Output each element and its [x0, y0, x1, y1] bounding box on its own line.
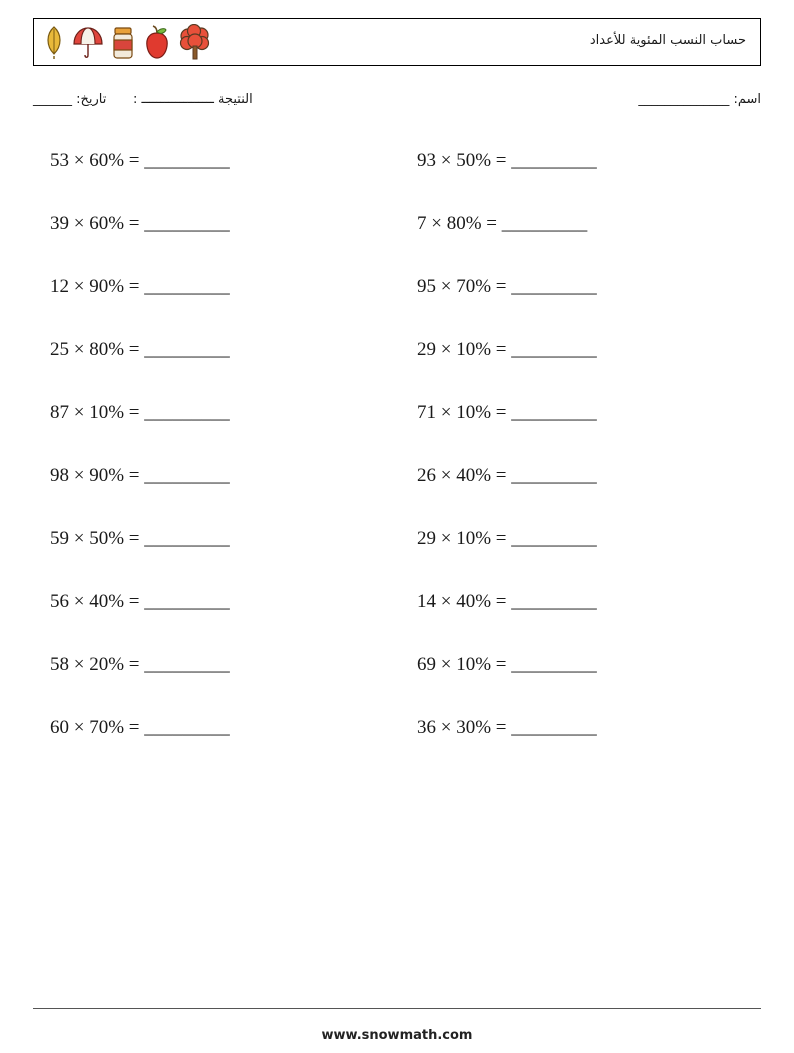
problem-item[interactable]: 29 × 10% = _________ [417, 339, 597, 360]
footer-divider [33, 1008, 761, 1009]
jam-jar-icon [110, 24, 136, 62]
problem-item[interactable]: 39 × 60% = _________ [50, 213, 230, 234]
leaf-icon [42, 24, 66, 62]
problem-row [33, 707, 761, 770]
tree-icon [178, 24, 212, 62]
problem-item[interactable]: 26 × 40% = _________ [417, 465, 597, 486]
problem-item[interactable]: 14 × 40% = _________ [417, 591, 597, 612]
problem-row [33, 581, 761, 644]
problem-grid [33, 140, 761, 770]
problem-item[interactable]: 71 × 10% = _________ [417, 402, 597, 423]
name-field-label[interactable]: اسم: ______________ [638, 92, 761, 107]
problem-item[interactable]: 58 × 20% = _________ [50, 654, 230, 675]
problem-item[interactable]: 95 × 70% = _________ [417, 276, 597, 297]
problem-row [33, 644, 761, 707]
score-field-label[interactable]: النتيجة ـــــــــــــــــــ : [133, 92, 253, 107]
header-box [33, 18, 761, 66]
date-field-label[interactable]: تاريخ: ______ [33, 92, 107, 107]
footer-site-label: www.snowmath.com [321, 1028, 473, 1043]
problem-row [33, 266, 761, 329]
problem-item[interactable]: 36 × 30% = _________ [417, 717, 597, 738]
umbrella-icon [72, 24, 104, 62]
problem-item[interactable]: 87 × 10% = _________ [50, 402, 230, 423]
problem-row [33, 203, 761, 266]
problem-item[interactable]: 56 × 40% = _________ [50, 591, 230, 612]
meta-row [33, 92, 761, 114]
problem-item[interactable]: 29 × 10% = _________ [417, 528, 597, 549]
header-icon-group [42, 22, 212, 64]
problem-item[interactable]: 53 × 60% = _________ [50, 150, 230, 171]
problem-row [33, 455, 761, 518]
problem-row [33, 140, 761, 203]
problem-item[interactable]: 7 × 80% = _________ [417, 213, 588, 234]
problem-item[interactable]: 12 × 90% = _________ [50, 276, 230, 297]
problem-row [33, 329, 761, 392]
problem-item[interactable]: 69 × 10% = _________ [417, 654, 597, 675]
problem-item[interactable]: 98 × 90% = _________ [50, 465, 230, 486]
problem-row [33, 392, 761, 455]
problem-item[interactable]: 93 × 50% = _________ [417, 150, 597, 171]
page-title: حساب النسب المئوية للأعداد [589, 33, 746, 48]
problem-row [33, 518, 761, 581]
problem-item[interactable]: 59 × 50% = _________ [50, 528, 230, 549]
apple-icon [142, 24, 172, 62]
problem-item[interactable]: 25 × 80% = _________ [50, 339, 230, 360]
problem-item[interactable]: 60 × 70% = _________ [50, 717, 230, 738]
